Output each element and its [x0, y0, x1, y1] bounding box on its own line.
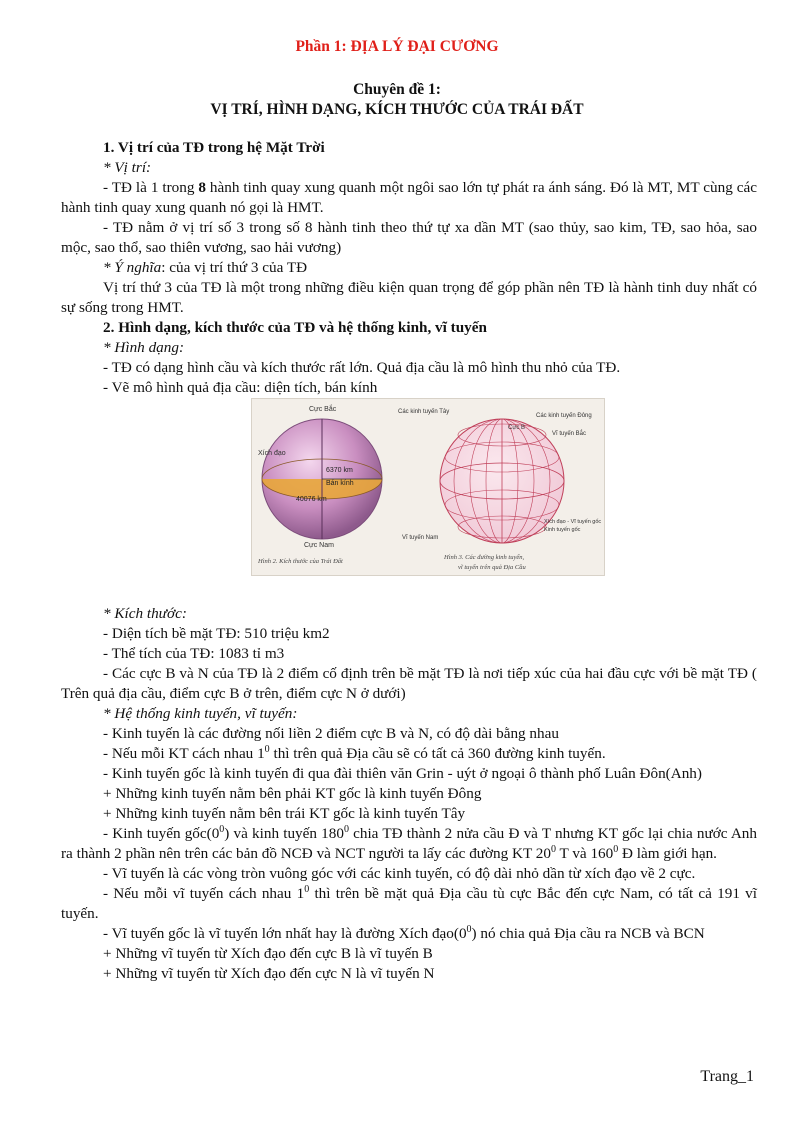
- position-label: * Vị trí:: [103, 159, 152, 176]
- paragraph: [61, 744, 757, 764]
- paragraph: + Những kinh tuyến nằm bên trái KT gốc là kinh tuyến Tây: [103, 805, 466, 822]
- text-run: ) và kinh tuyến 180: [224, 825, 344, 842]
- text-run: ) nó chia quả Địa cầu ra NCB và BCN: [471, 925, 705, 942]
- degree-sup: 0: [343, 823, 349, 835]
- section2-heading: 2. Hình dạng, kích thước của TĐ và hệ thống kinh, vĩ tuyến: [103, 319, 487, 336]
- degree-sup: 0: [466, 923, 472, 935]
- equator-note-2: Kinh tuyến gốc: [544, 527, 581, 533]
- right-north-pole-label: Cực B: [508, 425, 526, 431]
- part-title: Phần 1: ĐỊA LÝ ĐẠI CƯƠNG: [295, 38, 499, 55]
- document-body: [61, 138, 757, 984]
- degree-sup: 0: [304, 883, 310, 895]
- circumference-label: 40076 km: [296, 496, 327, 503]
- text-run: : của vị trí thứ 3 của TĐ: [161, 259, 308, 276]
- grid-label: * Hệ thống kinh tuyến, vĩ tuyến:: [103, 705, 298, 722]
- text-run: hành tinh quay xung quanh một ngôi sao lớn tự phát ra ánh sáng. Đó là MT, MT cùng các hành tinh quay xung quanh nó gọi là HMT.: [61, 179, 757, 216]
- globe-figure: [251, 398, 605, 576]
- earth-size-globe: [262, 419, 382, 539]
- shape-label: * Hình dạng:: [103, 339, 184, 356]
- paragraph: - Kinh tuyến gốc là kinh tuyến đi qua đài thiên văn Grin - uýt ở ngoại ô thành phố Luân Đôn(Anh): [103, 765, 702, 782]
- radius-label: Bán kính: [326, 480, 354, 487]
- paragraph: - Các cực B và N của TĐ là 2 điểm cố định trên bề mặt TĐ là nơi tiếp xúc của hai đầu cực với bề mặt TĐ ( Trên quả địa cầu, điểm cực B ở trên, điểm cực N ở dưới): [61, 665, 757, 702]
- text-run: - TĐ là 1 trong: [103, 179, 199, 196]
- south-pole-label: Cực Nam: [304, 542, 334, 549]
- topic-heading: [0, 80, 794, 120]
- text-run: Đ làm giới hạn.: [618, 845, 717, 862]
- bold-number: 8: [198, 179, 206, 196]
- page-number: Trang_1: [700, 1068, 754, 1085]
- paragraph: - Diện tích bề mặt TĐ: 510 triệu km2: [103, 625, 330, 642]
- south-parallels-label: Vĩ tuyến Nam: [402, 535, 439, 541]
- meaning-label: * Ý nghĩa: [103, 259, 162, 276]
- globe-illustration: [252, 399, 604, 575]
- topic-title: VỊ TRÍ, HÌNH DẠNG, KÍCH THƯỚC CỦA TRÁI ĐẤT: [210, 101, 584, 118]
- text-run: thì trên bề mặt quả Địa cầu tù cực Bắc đến cực Nam, có tất cả 191 vĩ tuyến.: [61, 885, 757, 922]
- east-meridians-label: Các kinh tuyến Đông: [536, 413, 592, 419]
- paragraph: - Thể tích của TĐ: 1083 tỉ m3: [103, 645, 285, 662]
- figure-caption-left: Hình 2. Kích thước của Trái Đất: [258, 558, 343, 565]
- topic-number: Chuyên đề 1:: [353, 81, 441, 98]
- figure-caption-right-1: Hình 3. Các đường kinh tuyến,: [444, 554, 525, 561]
- size-label: * Kích thước:: [103, 605, 187, 622]
- paragraph: - Vẽ mô hình quả địa cầu: diện tích, bán kính: [103, 379, 378, 396]
- text-run: - Nếu mỗi vĩ tuyến cách nhau 1: [103, 885, 305, 902]
- radius-value: 6370 km: [326, 467, 353, 474]
- text-run: - Nếu mỗi KT cách nhau 1: [103, 745, 265, 762]
- section1-heading: 1. Vị trí của TĐ trong hệ Mặt Trời: [103, 139, 325, 156]
- degree-sup: 0: [264, 743, 270, 755]
- degree-sup: 0: [219, 823, 225, 835]
- paragraph: [61, 884, 757, 924]
- paragraph: [61, 258, 757, 278]
- paragraph: [61, 178, 757, 218]
- equator-note-1: Xích đạo - Vĩ tuyến gốc: [544, 519, 602, 525]
- paragraph: Vị trí thứ 3 của TĐ là một trong những điều kiện quan trọng để góp phần nên TĐ là hành tinh duy nhất có sự sống trong HMT.: [61, 279, 757, 316]
- paragraph: - Vĩ tuyến là các vòng tròn vuông góc với các kinh tuyến, có độ dài nhỏ dần từ xích đạo về 2 cực.: [103, 865, 696, 882]
- paragraph: [61, 924, 757, 944]
- equator-label: Xích đạo: [258, 450, 286, 457]
- figure-spacer: [61, 576, 757, 604]
- text-run: T và 160: [556, 845, 614, 862]
- paragraph: - TĐ có dạng hình cầu và kích thước rất lớn. Quả địa cầu là mô hình thu nhỏ của TĐ.: [103, 359, 621, 376]
- paragraph: + Những vĩ tuyến từ Xích đạo đến cực B là vĩ tuyến B: [103, 945, 433, 962]
- text-run: thì trên quả Địa cầu sẽ có tất cả 360 đường kinh tuyến.: [269, 745, 606, 762]
- text-run: - Kinh tuyến gốc(0: [103, 825, 220, 842]
- north-pole-label: Cực Bắc: [309, 406, 337, 413]
- west-meridians-label: Các kinh tuyến Tây: [398, 409, 450, 415]
- paragraph: + Những kinh tuyến nằm bên phải KT gốc là kinh tuyến Đông: [103, 785, 482, 802]
- text-run: chia TĐ thành 2 nửa cầu Đ và T nhưng KT gốc lại chia nước Anh ra thành 2 phần nên trên các bản đồ NCĐ và NCT người ta lấy các đường KT 20: [61, 825, 757, 862]
- text-run: - Vĩ tuyến gốc là vĩ tuyến lớn nhất hay là đường Xích đạo(0: [103, 925, 467, 942]
- paragraph: + Những vĩ tuyến từ Xích đạo đến cực N là vĩ tuyến N: [103, 965, 435, 982]
- north-parallels-label: Vĩ tuyến Bắc: [552, 431, 587, 437]
- degree-sup: 0: [551, 843, 556, 855]
- paragraph: - TĐ nằm ở vị trí số 3 trong số 8 hành tinh theo thứ tự xa dần MT (sao thủy, sao kim, TĐ, sao hỏa, sao mộc, sao thổ, sao thiên vương, sao hải vương): [61, 219, 757, 256]
- paragraph: - Kinh tuyến là các đường nối liền 2 điểm cực B và N, có độ dài bằng nhau: [103, 725, 559, 742]
- paragraph: [61, 824, 757, 864]
- degree-sup: 0: [613, 843, 619, 855]
- figure-caption-right-2: vĩ tuyến trên quả Địa Cầu: [458, 564, 526, 571]
